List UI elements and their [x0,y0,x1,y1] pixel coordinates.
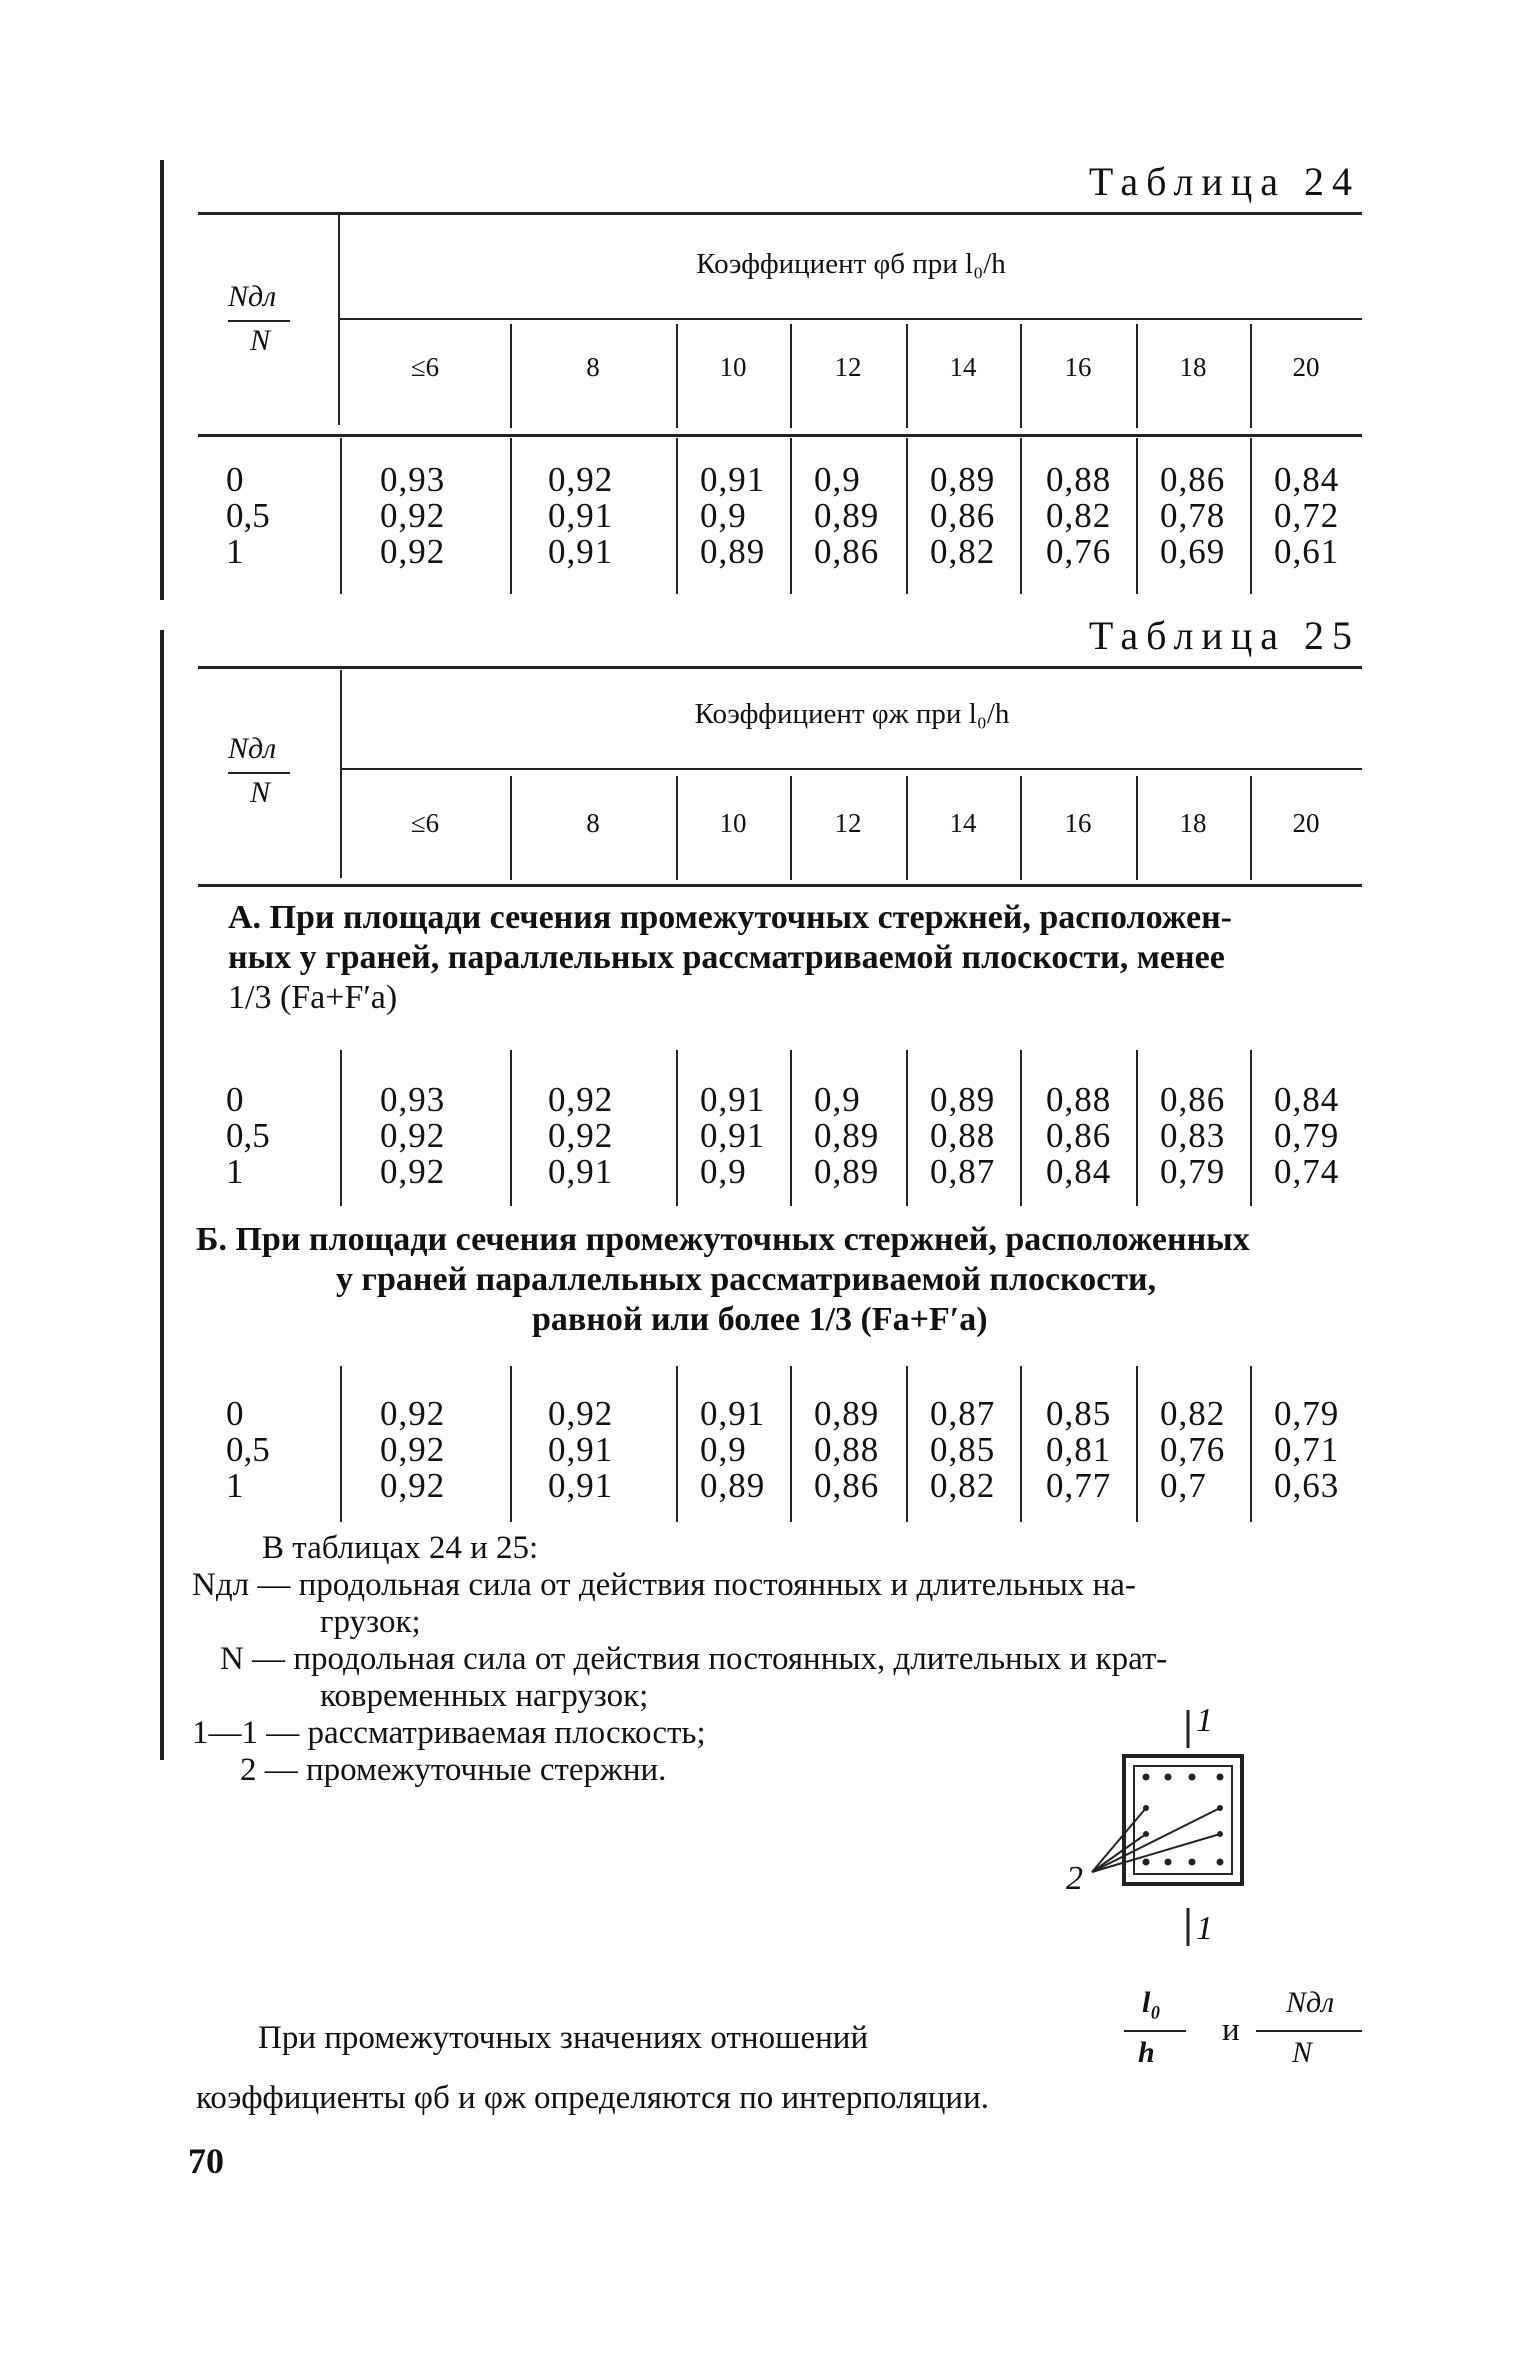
notes-intro: В таблицах 24 и 25: [262,1530,539,1566]
column-header: ≤6 [410,352,440,382]
column-header: 14 [949,808,977,838]
table-cell: 0,79 [1160,1152,1226,1191]
table-cell: 0,74 [1274,1152,1340,1191]
column-divider [1136,324,1138,428]
row-label: 0,5 [226,1430,270,1469]
table-cell: 0,89 [814,496,880,535]
table-cell: 0,82 [930,1466,996,1505]
table-cell: 0,77 [1046,1466,1112,1505]
column-divider [906,1366,908,1522]
fraction-bar [228,320,290,322]
table-cell: 0,71 [1274,1430,1340,1469]
column-divider [906,776,908,880]
table-cell: 0,88 [814,1430,880,1469]
ratio-numerator: Nдл [1286,1986,1335,2019]
column-divider [1250,324,1252,428]
column-header: 18 [1179,352,1207,382]
table-cell: 0,9 [700,1152,747,1191]
column-divider [906,438,908,594]
table-rule [198,666,1362,669]
column-divider [340,1050,342,1206]
row-header-num: Nдл [228,280,277,313]
table-cell: 0,86 [1160,460,1226,499]
column-header: 12 [834,808,862,838]
ratio-numerator: l₀ [1142,1986,1161,2019]
footer-line-1: При промежуточных значениях отношений [258,2020,869,2056]
table-cell: 0,82 [1160,1394,1226,1433]
column-header: 12 [834,352,862,382]
column-divider [676,438,678,594]
section-b-line: Б. При площади сечения промежуточных стержней, расположенных [196,1221,1250,1258]
fraction-bar [1124,2030,1186,2032]
row-label: 0 [226,1080,244,1119]
column-divider [510,1366,512,1522]
table-cell: 0,88 [1046,1080,1112,1119]
column-divider [1250,438,1252,594]
table-cell: 0,91 [548,1466,614,1505]
table-cell: 0,92 [380,1466,446,1505]
table-cell: 0,63 [1274,1466,1340,1505]
column-divider [1020,324,1022,428]
footer-conjunction: и [1222,2012,1240,2048]
column-divider [1136,1366,1138,1522]
table-cell: 0,91 [700,1116,766,1155]
column-header: ≤6 [410,808,440,838]
table-cell: 0,89 [930,1080,996,1119]
table-cell: 0,89 [700,532,766,571]
table-cell: 0,91 [548,1152,614,1191]
column-divider [1020,1366,1022,1522]
table-cell: 0,84 [1274,1080,1340,1119]
column-header: 8 [586,352,600,382]
table-cell: 0,79 [1274,1116,1340,1155]
table-cell: 0,91 [548,532,614,571]
table-cell: 0,92 [380,496,446,535]
column-divider [1136,438,1138,594]
table-cell: 0,89 [814,1394,880,1433]
column-header: 16 [1064,352,1092,382]
row-labels [226,462,270,570]
table-cell: 0,9 [814,460,861,499]
section-a-line: А. При площади сечения промежуточных стержней, расположен- [228,899,1232,936]
table-cell: 0,72 [1274,496,1340,535]
footer-line-2: коэффициенты φб и φж определяются по интерполяции. [196,2080,989,2116]
table-cell: 0,89 [700,1466,766,1505]
column-divider [340,1366,342,1522]
section-a-heading [228,898,1362,1018]
table-cell: 0,82 [1046,496,1112,535]
table-cell: 0,87 [930,1152,996,1191]
table-24-title: Таблица 24 [1088,159,1360,204]
column-divider [510,438,512,594]
table-cell: 0,89 [814,1152,880,1191]
section-b-heading [196,1220,1362,1340]
column-divider [790,1050,792,1206]
table-cell: 0,87 [930,1394,996,1433]
column-header: 18 [1179,808,1207,838]
section-b-line: равной или более 1/3 (Fа+F′а) [532,1301,988,1338]
ratio-ndl-n [1256,1986,1335,2069]
column-header: 10 [719,352,747,382]
ratio-l0-h [1124,1986,1161,2069]
table-cell: 0,78 [1160,496,1226,535]
row-label: 0,5 [226,1116,270,1155]
notes-block [192,1530,1167,1789]
table-rule [340,318,1362,320]
table-cell: 0,85 [930,1430,996,1469]
table-cell: 0,91 [548,496,614,535]
table-cell: 0,86 [930,496,996,535]
ratio-denominator: N [1292,2036,1313,2069]
note-line: 1—1 — рассматриваемая плоскость; [192,1715,706,1751]
rods-label: 2 [1066,1860,1083,1897]
section-a-line: ных у граней, параллельных рассматриваемой плоскости, менее [228,939,1225,976]
table-cell: 0,76 [1046,532,1112,571]
note-line: 2 — промежуточные стержни. [240,1752,667,1788]
row-header-fraction [228,732,277,809]
column-divider [1250,776,1252,880]
column-divider [790,776,792,880]
row-label: 1 [226,1152,244,1191]
table-cell: 0,69 [1160,532,1226,571]
table-cell: 0,91 [548,1430,614,1469]
table-25-title: Таблица 25 [1088,613,1360,658]
table-rule [342,768,1362,770]
column-divider [790,1366,792,1522]
table-cell: 0,76 [1160,1430,1226,1469]
column-header: 20 [1292,808,1320,838]
table-cell: 0,88 [930,1116,996,1155]
table-cell: 0,83 [1160,1116,1226,1155]
column-divider [1136,776,1138,880]
table-cell: 0,91 [700,1394,766,1433]
column-divider [1020,776,1022,880]
table-cell: 0,9 [814,1080,861,1119]
table-cell: 0,86 [1046,1116,1112,1155]
table-cell: 0,91 [700,1080,766,1119]
section-label-bottom: 1 [1196,1910,1213,1947]
row-labels [226,1396,270,1504]
column-divider [1020,1050,1022,1206]
column-divider [510,324,512,428]
row-label: 0,5 [226,496,270,535]
table-cell: 0,92 [548,1394,614,1433]
page-number: 70 [188,2141,224,2181]
column-divider [676,776,678,880]
row-label: 1 [226,1466,244,1505]
table-cell: 0,61 [1274,532,1340,571]
table-rule [198,212,1362,215]
fraction-bar [1256,2030,1362,2032]
coefficient-header: Коэффициент φж при l₀/h [694,698,1010,730]
table-rule [198,434,1362,437]
row-label: 1 [226,532,244,571]
column-divider [1136,1050,1138,1206]
table-cell: 0,92 [380,1430,446,1469]
column-divider [1250,1050,1252,1206]
ratio-denominator: h [1138,2036,1155,2069]
table-cell: 0,92 [380,1152,446,1191]
column-divider [906,324,908,428]
table-cell: 0,86 [814,532,880,571]
margin-mark [160,630,164,1760]
column-divider [510,776,512,880]
table-cell: 0,92 [380,1116,446,1155]
row-header-fraction [228,280,277,357]
table-cell: 0,88 [1046,460,1112,499]
table-divider [338,215,340,425]
table-cell: 0,92 [380,1394,446,1433]
section-b-line: у граней параллельных рассматриваемой плоскости, [336,1261,1157,1298]
section-a-line: 1/3 (Fа+F′а) [228,979,398,1016]
note-line: Nдл — продольная сила от действия постоянных и длительных на- [192,1567,1136,1603]
table-cell: 0,84 [1046,1152,1112,1191]
column-header: 8 [586,808,600,838]
table-cell: 0,92 [548,460,614,499]
table-cell: 0,85 [1046,1394,1112,1433]
column-header: 20 [1292,352,1320,382]
cross-section-diagram [1050,1700,1290,1960]
column-divider [790,324,792,428]
table-rule [198,884,1362,887]
note-line: N — продольная сила от действия постоянных, длительных и крат- [220,1641,1168,1677]
table-cell: 0,79 [1274,1394,1340,1433]
table-cell: 0,92 [380,532,446,571]
column-divider [1250,1366,1252,1522]
table-cell: 0,86 [814,1466,880,1505]
table-cell: 0,89 [814,1116,880,1155]
row-label: 0 [226,460,244,499]
table-cell: 0,92 [548,1080,614,1119]
column-divider [790,438,792,594]
table-cell: 0,9 [700,496,747,535]
table-cell: 0,86 [1160,1080,1226,1119]
table-cell: 0,82 [930,532,996,571]
note-line: ковременных нагрузок; [320,1678,649,1714]
row-header-den: N [250,324,271,357]
row-header-den: N [250,776,271,809]
table-cell: 0,9 [700,1430,747,1469]
row-header-num: Nдл [228,732,277,765]
table-cell: 0,92 [548,1116,614,1155]
table-cell: 0,7 [1160,1466,1207,1505]
table-cell: 0,93 [380,1080,446,1119]
table-cell: 0,81 [1046,1430,1112,1469]
fraction-bar [228,772,290,774]
margin-mark [160,160,164,600]
row-label: 0 [226,1394,244,1433]
column-header: 16 [1064,808,1092,838]
column-divider [676,324,678,428]
column-divider [340,438,342,594]
column-header: 10 [719,808,747,838]
table-cell: 0,89 [930,460,996,499]
column-divider [1020,438,1022,594]
table-cell: 0,93 [380,460,446,499]
column-divider [676,1050,678,1206]
column-header: 14 [949,352,977,382]
row-labels [226,1082,270,1190]
note-line: грузок; [320,1604,421,1640]
cross-section-figure [1050,1700,1290,1960]
column-divider [676,1366,678,1522]
column-divider [906,1050,908,1206]
table-cell: 0,91 [700,460,766,499]
coefficient-header: Коэффициент φб при l₀/h [696,248,1006,280]
table-cell: 0,84 [1274,460,1340,499]
section-label-top: 1 [1196,1702,1213,1739]
column-divider [510,1050,512,1206]
